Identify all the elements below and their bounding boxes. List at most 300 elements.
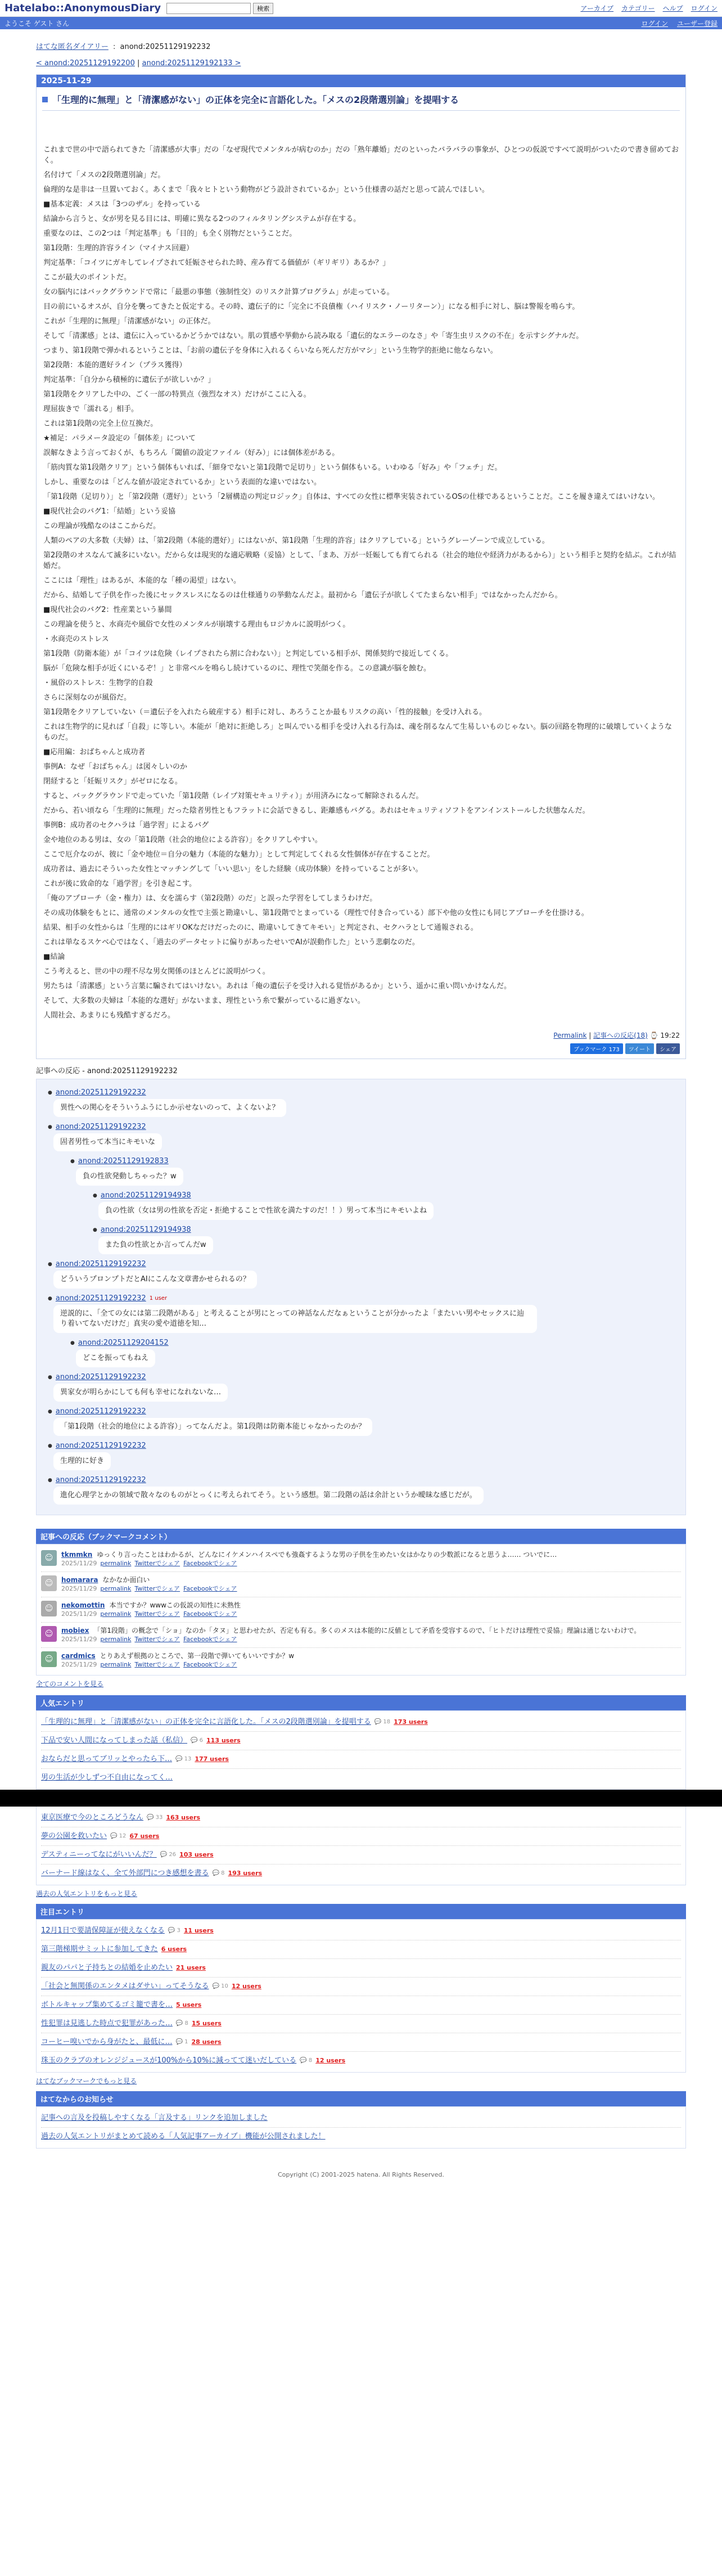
response-id-link[interactable]: anond:20251129194938 xyxy=(100,1226,191,1234)
response-id-link[interactable]: anond:20251129192232 xyxy=(55,1294,146,1303)
bullet-icon: ● xyxy=(48,1374,52,1380)
article-paragraph: すると、バックグラウンドで走っていた「第1段階（レイプ対策セキュリティ）」が用済みになって解除されるんだ。 xyxy=(43,792,423,800)
bookmark-twitter-share[interactable]: Twitterでシェア xyxy=(134,1560,180,1567)
bookmark-user[interactable]: homarara xyxy=(61,1576,98,1584)
entry-list-item xyxy=(41,2033,681,2052)
comment-count-icon: 💬 8 xyxy=(175,2020,188,2026)
response-header xyxy=(48,1294,674,1303)
tweet-button[interactable]: ツイート xyxy=(625,1043,655,1054)
prev-next-separator: | xyxy=(137,59,140,67)
comment-count: 33 xyxy=(155,1814,163,1821)
response-id-link[interactable]: anond:20251129192232 xyxy=(55,1407,146,1416)
prev-entry-link[interactable]: < anond:20251129192200 xyxy=(36,59,135,67)
entry-title-link[interactable]: 「社会と無関係のエンタメはダサい」ってそうなる xyxy=(41,1982,209,1990)
comment-count-icon: 💬 33 xyxy=(147,1814,163,1821)
article-paragraph: そして、大多数の夫婦は「本能的な選好」がないまま、理性という糸で繋がっているに過ぎない。 xyxy=(43,997,365,1005)
bookmark-content xyxy=(61,1626,640,1644)
search-button[interactable]: 検索 xyxy=(253,3,273,14)
response-text: 異家女が明らかにしても何も幸せになれないな… xyxy=(53,1384,228,1402)
article-paragraph: これが「生理的に無理」「清潔感がない」の正体だ。 xyxy=(43,317,215,326)
entry-title-link[interactable]: 下品で安い人間になってしまった話（私信） xyxy=(41,1736,188,1745)
article-paragraph: ・水商売のストレス xyxy=(43,635,109,643)
entry-title-link[interactable]: 東京医療で今のところどうなん xyxy=(41,1813,144,1822)
article xyxy=(36,74,686,1059)
bookmark-content xyxy=(61,1575,237,1593)
response-id-link[interactable]: anond:20251129192232 xyxy=(55,1260,146,1268)
bookmark-user[interactable]: tkmmkn xyxy=(61,1551,93,1559)
next-entry-link[interactable]: anond:20251129192133 > xyxy=(142,59,241,67)
comment-count: 6 xyxy=(199,1737,204,1744)
entry-title-link[interactable]: 親友のパパと子持ちとの結婚を止めたい xyxy=(41,1963,173,1972)
bookmark-twitter-share[interactable]: Twitterでシェア xyxy=(134,1610,180,1618)
article-date: 2025-11-29 xyxy=(37,75,685,87)
bullet-icon: ● xyxy=(48,1089,52,1096)
breadcrumb-current: anond:20251129192232 xyxy=(120,43,211,51)
bookmark-twitter-share[interactable]: Twitterでシェア xyxy=(134,1585,180,1592)
response-header xyxy=(70,1157,674,1165)
bullet-icon: ● xyxy=(48,1443,52,1449)
notice-link[interactable]: 過去の人気エントリがまとめて読める「人気記事アーカイブ」機能が公開されました！ xyxy=(41,2132,326,2141)
footer-separator: | xyxy=(589,1032,592,1039)
comment-count-icon: 💬 1 xyxy=(175,2039,188,2045)
bookmark-permalink[interactable]: permalink xyxy=(100,1636,132,1643)
response-count-link[interactable]: 記事への反応(18) xyxy=(593,1032,648,1039)
responses-heading: 記事への反応 - anond:20251129192232 xyxy=(36,1067,178,1075)
bookmark-users-link[interactable]: 193 users xyxy=(228,1870,263,1877)
article-paragraph: 第1段階をクリアしていない（＝遺伝子を入れたら破産する）相手に対し、あろうことか最もリスクの高い「性的接触」を受け入れる。 xyxy=(43,708,487,717)
notice-item xyxy=(41,2128,681,2146)
article-paragraph: 「第1段階（足切り）」と「第2段階（選好）」という「2層構造の判定ロジック」自体は、すべての女性に標準実装されているOSの仕様であるということだ。ここを履き違えてはいけない。 xyxy=(43,493,660,501)
response-header xyxy=(93,1191,674,1200)
entry-list-item xyxy=(41,1922,681,1940)
bookmark-users-link[interactable]: 12 users xyxy=(315,2057,346,2064)
response-id-link[interactable]: anond:20251129192833 xyxy=(78,1157,169,1165)
login-top-link[interactable]: ログイン xyxy=(691,4,718,12)
article-paragraph: 第2段階：本能的選好ライン（プラス獲得） xyxy=(43,361,187,370)
response-text: どこを振ってもねえ xyxy=(76,1349,155,1367)
comment-count-icon: 💬 12 xyxy=(110,1833,127,1839)
article-paragraph: 「俺のアプローチ（金・権力）は、女を濡らす（第2段階）のだ」と誤った学習をしてしまうわけだ。 xyxy=(43,894,377,903)
notable-more-link[interactable]: はてなブックマークでもっと見る xyxy=(36,2077,137,2085)
article-blank-space xyxy=(43,111,679,145)
bookmark-date: 2025/11/29 xyxy=(61,1585,97,1592)
notice-item xyxy=(41,2109,681,2128)
response-item xyxy=(48,1476,674,1505)
comment-count: 3 xyxy=(177,1928,180,1934)
entry-title-link[interactable]: デスティニーってなにがいいんだ？ xyxy=(41,1850,157,1859)
article-paragraph: この理論を使うと、水商売や風俗で女性のメンタルが崩壊する理由もロジカルに説明がつく。 xyxy=(43,620,350,629)
bookmark-meta xyxy=(61,1660,294,1669)
article-footer xyxy=(37,1030,685,1043)
entry-list-item xyxy=(41,1846,681,1865)
entry-list-item xyxy=(41,1865,681,1883)
entry-list-item xyxy=(41,1713,681,1732)
bookmark-users-link[interactable]: 6 users xyxy=(161,1945,187,1953)
bookmark-comment xyxy=(41,1547,681,1572)
bookmark-permalink[interactable]: permalink xyxy=(100,1585,132,1592)
response-id-link[interactable]: anond:20251129194938 xyxy=(100,1191,191,1200)
comment-count-icon: 💬 8 xyxy=(212,1870,225,1876)
bookmark-user[interactable]: mobiex xyxy=(61,1627,89,1634)
response-header xyxy=(48,1407,674,1416)
response-id-link[interactable]: anond:20251129192232 xyxy=(55,1442,146,1450)
article-paragraph: この理論が残酷なのはここからだ。 xyxy=(43,522,161,530)
article-paragraph: 人類のペアの大多数（夫婦）は、「第2段階（本能的選好）」にはないが、第1段階「生理的許容」はクリアしている」というグレーゾーンで成立している。 xyxy=(43,537,549,545)
article-paragraph: これが後に致命的な「過学習」を引き起こす。 xyxy=(43,880,196,888)
bookmark-comment-text: ゆっくり言ったことはわかるが、どんなにイケメンハイスペでも強姦するような男の子供を生めたい女はかなりの少数派になると思うよ…… ついでに… xyxy=(97,1551,557,1559)
response-header xyxy=(48,1373,674,1381)
bookmark-facebook-share[interactable]: Facebookでシェア xyxy=(183,1661,237,1668)
article-paragraph: 倫理的な是非は一旦置いておく。あくまで「我々ヒトという動物がどう設計されているか」という仕様書の話だと思って読んでほしい。 xyxy=(43,186,489,194)
user-bar xyxy=(0,17,722,29)
bookmark-facebook-share[interactable]: Facebookでシェア xyxy=(183,1560,237,1567)
facebook-share-button[interactable]: シェア xyxy=(656,1043,680,1054)
notable-list xyxy=(36,1919,686,2073)
bookmark-twitter-share[interactable]: Twitterでシェア xyxy=(134,1661,180,1668)
article-title xyxy=(42,93,680,111)
article-paragraph: 第2段階のオスなんて滅多にいない。だから女は現実的な適応戦略（妥協）として、「まあ、万が一妊娠しても育てられる（社会的地位や経済力があるから）」という相手と契約を結ぶ。これが結婚だ。 xyxy=(43,551,676,570)
bullet-icon: ● xyxy=(93,1227,97,1233)
bookmark-content xyxy=(61,1651,294,1669)
entry-list-item xyxy=(41,1959,681,1978)
popular-list-continued xyxy=(36,1807,686,1885)
response-text: 固者男性って本当にキモいな xyxy=(53,1133,162,1151)
bookmark-content xyxy=(61,1601,241,1619)
entry-title-link[interactable]: 性犯罪は見逃した時点で犯罪があった… xyxy=(41,2019,173,2028)
entry-title-link[interactable]: ボトルキャップ集めてるゴミ籠で書を… xyxy=(41,2001,173,2009)
bullet-icon: ● xyxy=(70,1340,75,1346)
response-item xyxy=(70,1157,674,1186)
response-header xyxy=(48,1442,674,1450)
response-header xyxy=(48,1260,674,1268)
article-paragraph: 判定基準：「コイツにガキしてレイプされて妊娠させられた時、産み育てる価値が（ギリギリ）あるか？」 xyxy=(43,259,390,267)
comment-count: 26 xyxy=(169,1852,177,1858)
comment-count-icon: 💬 26 xyxy=(160,1852,177,1858)
all-comments-link[interactable]: 全てのコメントを見る xyxy=(36,1680,104,1688)
welcome-text: ようこそ ゲスト さん xyxy=(4,19,70,28)
entry-title-link[interactable]: 第三階梯期サミットに参加してきた xyxy=(41,1945,158,1953)
comment-count-icon: 💬 6 xyxy=(191,1737,204,1744)
article-paragraph: 成功者は、過去にそういった女性とマッチングして「いい思い」をした経験（成功体験）を持っていることが多い。 xyxy=(43,865,423,873)
login-link[interactable]: ログイン xyxy=(641,19,668,28)
bookmark-line xyxy=(61,1601,241,1610)
article-paragraph: 名付けて「メスの2段階選別論」だ。 xyxy=(43,171,165,179)
article-paragraph: ここには「理性」はあるが、本能的な「種の渇望」はない。 xyxy=(43,577,241,585)
response-item xyxy=(48,1373,674,1402)
response-text: 負の性欲発動しちゃった？w xyxy=(76,1168,183,1186)
response-header xyxy=(93,1226,674,1234)
bookmark-date: 2025/11/29 xyxy=(61,1610,97,1618)
entry-title-link[interactable]: おならだと思ってブリッとやったら下… xyxy=(41,1755,172,1763)
article-paragraph: 理屈抜きで「濡れる」相手。 xyxy=(43,405,139,413)
default-avatar-icon[interactable]: ☺ xyxy=(41,1601,57,1616)
bookmark-comment xyxy=(41,1623,681,1648)
response-user-count[interactable]: 1 user xyxy=(149,1295,168,1301)
bookmark-comments-heading: 記事への反応（ブックマークコメント） xyxy=(36,1529,686,1544)
notable-heading: 注目エントリ xyxy=(36,1904,686,1919)
entry-title-link[interactable]: 「生理的に無理」と「清潔感がない」の正体を完全に言語化した。「メスの2段階選別論」を提唱する xyxy=(41,1718,371,1726)
bookmark-users-link[interactable]: 67 users xyxy=(129,1832,160,1840)
entry-list-item xyxy=(41,2052,681,2070)
article-paragraph: ■応用編：おばちゃんと成功者 xyxy=(43,748,146,756)
bookmark-users-link[interactable]: 103 users xyxy=(179,1851,214,1858)
response-id-link[interactable]: anond:20251129204152 xyxy=(78,1339,169,1347)
article-title-link[interactable]: 「生理的に無理」と「清潔感がない」の正体を完全に言語化した。「メスの2段階選別論」を提唱する xyxy=(52,94,459,105)
bookmark-meta xyxy=(61,1610,241,1619)
entry-list-item xyxy=(41,1940,681,1959)
article-paragraph: 第1段階をクリアした中の、ごく一部の特異点（強烈なオス）だけがここに入る。 xyxy=(43,390,311,399)
article-paragraph: これは第1段階の完全上位互換だ。 xyxy=(43,420,158,428)
response-item xyxy=(48,1294,674,1333)
share-buttons xyxy=(37,1043,685,1059)
entry-title-link[interactable]: 珠玉のクラブのオレンジジュースが100%から10%に減ってて迷いだしている xyxy=(41,2056,297,2065)
register-link[interactable]: ユーザー登録 xyxy=(676,19,718,28)
site-logo[interactable]: Hatelabo::AnonymousDiary xyxy=(4,2,161,14)
bookmark-meta xyxy=(61,1584,237,1593)
bookmark-facebook-share[interactable]: Facebookでシェア xyxy=(183,1610,237,1618)
article-paragraph: 事例B：成功者のセクハラは「過学習」によるバグ xyxy=(43,821,209,830)
comment-count: 8 xyxy=(308,2057,313,2064)
entry-list-item xyxy=(41,1769,681,1787)
bookmark-permalink[interactable]: permalink xyxy=(100,1661,132,1668)
response-header xyxy=(70,1339,674,1347)
article-paragraph: ・風俗のストレス：生物学的自殺 xyxy=(43,679,153,687)
breadcrumb-separator: : xyxy=(112,43,116,51)
comment-count-icon: 💬 10 xyxy=(212,1983,228,1989)
article-paragraph: その成功体験をもとに、通常のメンタルの女性で主張と勘違いし、第1段階でとまっている（理性で付き合っている）部下や他の女性にも同じアプローチを仕掛ける。 xyxy=(43,909,589,917)
bookmark-comment xyxy=(41,1572,681,1597)
article-paragraph: つまり、第1段階で弾かれるということは、「お前の遺伝子を身体に入れるくらいなら死んだ方がマシ」という生物学的拒絶に他ならない。 xyxy=(43,346,498,355)
notice-heading: はてなからのお知らせ xyxy=(36,2091,686,2106)
response-item xyxy=(70,1339,674,1367)
comment-count: 10 xyxy=(221,1983,228,1989)
bullet-icon: ● xyxy=(93,1192,97,1199)
article-body xyxy=(37,111,685,1030)
entry-list-item xyxy=(41,1996,681,2015)
article-paragraph: 結果、相手の女性からは「生理的にはギリOKなだけだったのに、勘違いしてきてキモい」と判定され、セクハラとして通報される。 xyxy=(43,924,478,932)
article-paragraph: ここが最大のポイントだ。 xyxy=(43,273,132,282)
article-paragraph: これは単なるスケベ心ではなく、「過去のデータセットに偏りがあったせいでAIが誤動作した」という悲劇なのだ。 xyxy=(43,938,419,947)
article-paragraph: 事例A：なぜ「おばちゃん」は図々しいのか xyxy=(43,763,187,771)
bookmark-user[interactable]: cardmics xyxy=(61,1652,96,1660)
response-id-link[interactable]: anond:20251129192232 xyxy=(55,1088,146,1097)
bookmark-date: 2025/11/29 xyxy=(61,1636,97,1643)
comment-count: 18 xyxy=(383,1719,391,1725)
bookmark-permalink[interactable]: permalink xyxy=(100,1610,132,1618)
article-paragraph: 男たちは「清潔感」という言葉に騙されてはいけない。あれは「俺の遺伝子を受け入れる覚悟があるか」という、遥かに重い問いかけなんだ。 xyxy=(43,982,512,990)
response-id-link[interactable]: anond:20251129192232 xyxy=(55,1373,146,1381)
default-avatar-icon[interactable]: ☺ xyxy=(41,1575,57,1591)
post-time-icon: ⌚ xyxy=(649,1032,658,1039)
article-paragraph: 第1段階（防衛本能）が「コイツは危険（レイプされたら割に合わない）」と判定している相手が、関係契約で接近してくる。 xyxy=(43,650,453,658)
article-paragraph: 結論から言うと、女が男を見る目には、明確に異なる2つのフィルタリングシステムが存在する。 xyxy=(43,215,361,223)
response-item xyxy=(48,1123,674,1151)
article-paragraph: さらに深刻なのが風俗だ。 xyxy=(43,693,132,702)
comment-count: 8 xyxy=(221,1870,225,1876)
response-header xyxy=(48,1476,674,1484)
article-paragraph: しかし、重要なのは「どんな値が設定されているか」という表面的な違いではない。 xyxy=(43,478,322,487)
response-text: 逆説的に、「全ての女には第二段階がある」と考えることが男にとっての神話なんだなぁということが分かったよ「またいい男やセックスに辿り着いてないだけだ」真実の愛や道徳を知… xyxy=(53,1305,537,1333)
bookmark-comment-text: 本当ですか？wwwこの仮説の知性に未熟性 xyxy=(109,1601,241,1609)
bullet-icon: ● xyxy=(48,1408,52,1415)
article-paragraph: 女の脳内にはバックグラウンドで常に「最悪の事態（強制性交）のリスク計算プログラム」が走っている。 xyxy=(43,288,394,296)
breadcrumb xyxy=(36,40,686,51)
prev-next-nav xyxy=(36,59,686,67)
notice-link[interactable]: 記事への言及を投稿しやすくなる「言及する」リンクを追加しました xyxy=(41,2114,268,2122)
top-links xyxy=(580,3,718,13)
cat-avatar-icon[interactable]: ☺ xyxy=(41,1550,57,1566)
article-paragraph: 重要なのは、この2つは「判定基準」も「目的」も全く別物だということだ。 xyxy=(43,229,297,238)
bookmark-comment-text: 「第1段階」の概念で「ショ」なのか「タヌ」と思わせたが、否定も有る。多くのメスは本能的に反値として矛盾を受容するので、「ヒトだけは理性で妥協」理論は通じないわけで。 xyxy=(93,1627,641,1634)
bookmark-facebook-share[interactable]: Facebookでシェア xyxy=(183,1636,237,1643)
response-id-link[interactable]: anond:20251129192232 xyxy=(55,1476,146,1484)
bookmark-twitter-share[interactable]: Twitterでシェア xyxy=(134,1636,180,1643)
response-text: 負の性欲（女は男の性欲を否定・拒絶することで性欲を満たすのだ！！）男って本当にキモいよね xyxy=(98,1202,434,1220)
comment-count-icon: 💬 18 xyxy=(374,1719,391,1725)
entry-title-link[interactable]: 男の生活が少しずつ不自由になってく… xyxy=(41,1773,173,1782)
entry-title-link[interactable]: 夢の公園を救いたい xyxy=(41,1832,107,1840)
permalink-link[interactable]: Permalink xyxy=(553,1032,587,1039)
article-paragraph: 誤解なきよう言っておくが、もちろん「閾値の設定ファイル（好み）」には個体差がある。 xyxy=(43,449,340,457)
bookmark-line xyxy=(61,1550,557,1559)
bookmark-users-link[interactable]: 21 users xyxy=(176,1964,206,1971)
popular-more-link[interactable]: 過去の人気エントリをもっと見る xyxy=(36,1890,138,1898)
article-paragraph: ■現代社会のバグ2：性産業という暴間 xyxy=(43,606,172,614)
response-header xyxy=(48,1088,674,1097)
bookmark-users-link[interactable]: 163 users xyxy=(166,1814,200,1821)
response-text: 「第1段階（社会的地位による許容）」ってなんだよ。第1段階は防衛本能じゃなかったのか？ xyxy=(53,1418,372,1436)
flower-avatar-icon[interactable]: ☺ xyxy=(41,1626,57,1642)
article-paragraph: 判定基準：「自分から積極的に遺伝子が欲しいか？」 xyxy=(43,376,215,384)
bullet-icon: ● xyxy=(48,1295,52,1301)
help-link[interactable]: ヘルプ xyxy=(662,4,683,12)
bookmark-line xyxy=(61,1651,294,1660)
article-paragraph: ★補足：パラメータ設定の「個体差」について xyxy=(43,434,196,443)
bookmark-users-link[interactable]: 113 users xyxy=(206,1737,241,1744)
article-paragraph: 脳が「危険な相手が近くにいるぞ！」と非常ベルを鳴らし続けているのに、理性で笑顔を作る。この意識が脳を蝕む。 xyxy=(43,664,431,673)
article-paragraph: 「筋肉質な第1段階クリア」という個体もいれば、「細身でないと第1段階で足切り」という個体もいる。いわゆる「好み」や「フェチ」だ。 xyxy=(43,463,502,472)
response-item xyxy=(48,1260,674,1289)
entry-list-item xyxy=(41,1750,681,1769)
hatena-bookmark-button[interactable]: ブックマーク 173 xyxy=(570,1043,623,1054)
response-item xyxy=(48,1442,674,1470)
bookmark-user[interactable]: nekomottin xyxy=(61,1601,105,1609)
main-content xyxy=(0,29,722,2178)
title-square-icon xyxy=(42,97,48,102)
article-paragraph: だから、結婚して子供を作った後にセックスレスになるのは仕様通りの挙動なんだよ。最初から「遺伝子が欲しくてたまらない相手」ではなかったんだから。 xyxy=(43,591,562,600)
bookmark-comments-list xyxy=(36,1544,686,1676)
redacted-band xyxy=(0,1790,722,1807)
bookmark-users-link[interactable]: 173 users xyxy=(394,1718,428,1726)
comment-count-icon: 💬 3 xyxy=(168,1928,180,1934)
response-item xyxy=(48,1088,674,1117)
entry-title-link[interactable]: コーヒー嗅いでから身がたと、最低に… xyxy=(41,2038,173,2046)
comment-count: 13 xyxy=(184,1756,192,1762)
entry-list-item xyxy=(41,1827,681,1846)
entry-title-link[interactable]: バーナード線はなく、全て外部門につき感想を書る xyxy=(41,1869,209,1877)
bookmark-facebook-share[interactable]: Facebookでシェア xyxy=(183,1585,237,1592)
entry-list-item xyxy=(41,1732,681,1750)
notice-list xyxy=(36,2106,686,2149)
face-avatar-icon[interactable]: ☺ xyxy=(41,1651,57,1667)
article-paragraph: ■現代社会のバグ1：「結婚」という妥協 xyxy=(43,507,176,516)
search-input[interactable] xyxy=(166,3,251,14)
article-paragraph: これまで世の中で語られてきた「清潔感が大事」だの「なぜ現代でメンタルが病むのか」だの「熟年離婚」だのといったバラバラの事象が、ひとつの仮説ですべて説明がついたので書き留めておく。 xyxy=(43,146,679,165)
bookmark-permalink[interactable]: permalink xyxy=(100,1560,132,1567)
bookmark-comment xyxy=(41,1648,681,1673)
comment-count: 1 xyxy=(184,2039,188,2045)
article-paragraph: こう考えると、世の中の理不尽な男女関係のほとんどに説明がつく。 xyxy=(43,967,270,976)
response-text: どういうプロンプトだとAIにこんな文章書かせられるの？ xyxy=(53,1271,257,1289)
article-paragraph: ここで厄介なのが、彼に「金や地位＝自分の魅力（本能的な魅力）」として判定してくれる女性個体が存在することだ。 xyxy=(43,850,435,859)
bullet-icon: ● xyxy=(48,1477,52,1483)
bookmark-comment-text: なかなか面白い xyxy=(102,1576,150,1584)
article-paragraph: そして「清潔感」とは、遺伝に入っているかどうかではない。肌の質感や挙動から読み取る「遺伝的なエラーのなさ」や「寄生虫リスクの不在」を示すシグナルだ。 xyxy=(43,332,584,340)
article-paragraph: 第1段階：生理的許容ライン（マイナス回避） xyxy=(43,244,194,253)
article-paragraph: 閉経すると「妊娠リスク」がゼロになる。 xyxy=(43,777,182,786)
response-text: 生理的に好き xyxy=(53,1452,111,1470)
article-paragraph: これは生物学的に見れば「自殺」に等しい。本能が「絶対に拒絶しろ」と叫んでいる相手を受け入れる行為は、魂を削るなんて生易しいものじゃない。脳の回路を物理的に破壊していくようなものだ。 xyxy=(43,723,673,742)
response-text: 異性への関心をそういうふうにしか示せないのって、よくないよ？ xyxy=(53,1099,286,1117)
archive-link[interactable]: アーカイブ xyxy=(580,4,614,12)
article-paragraph: ■結論 xyxy=(43,953,65,961)
bookmark-users-link[interactable]: 11 users xyxy=(183,1927,214,1934)
bookmark-line xyxy=(61,1575,237,1584)
bookmark-users-link[interactable]: 177 users xyxy=(195,1755,229,1763)
popular-list xyxy=(36,1710,686,1790)
entry-list-item xyxy=(41,1978,681,1996)
comment-count: 12 xyxy=(119,1833,127,1839)
response-id-link[interactable]: anond:20251129192232 xyxy=(55,1123,146,1131)
bookmark-date: 2025/11/29 xyxy=(61,1661,97,1668)
post-time: 19:22 xyxy=(660,1032,680,1039)
responses-list xyxy=(36,1079,686,1515)
bookmark-users-link[interactable]: 5 users xyxy=(176,2001,202,2008)
top-header xyxy=(0,0,722,17)
article-paragraph: 目の前にいるオスが、自分を襲ってきたと仮定する。その時、遺伝子的に「完全に不良債権（ハイリスク・ノーリターン）」になる相手に対し、脳は警報を鳴らす。 xyxy=(43,303,580,311)
response-text: 進化心理学とかの領域で散々なのものがとっくに考えられてそう。という感想。第二段階の話は余計というか曖昧な感じだが。 xyxy=(53,1487,484,1505)
response-header xyxy=(48,1123,674,1131)
popular-heading: 人気エントリ xyxy=(36,1695,686,1710)
bookmark-meta xyxy=(61,1635,640,1644)
bookmark-users-link[interactable]: 15 users xyxy=(191,2020,222,2027)
bookmark-date: 2025/11/29 xyxy=(61,1560,97,1567)
comment-count-icon: 💬 8 xyxy=(300,2057,313,2064)
article-paragraph: 人間社会、あまりにも残酷すぎるだろ。 xyxy=(43,1011,175,1020)
response-text: また負の性欲とか言ってんだw xyxy=(98,1236,213,1254)
article-paragraph: だから、若い頃なら「生理的に無理」だった陰者男性ともフラットに会話できるし、距離感もバグる。あれはセキュリティソフトをアンインストールした状態なんだ。 xyxy=(43,807,590,815)
bookmark-comment-text: とりあえず根拠のところで、第一段階で弾いてもいいですか？w xyxy=(100,1652,295,1660)
category-link[interactable]: カテゴリー xyxy=(621,4,655,12)
footer-copyright: Copyright (C) 2001-2025 hatena. All Rights Reserved. xyxy=(278,2171,444,2178)
response-item xyxy=(93,1226,674,1254)
bookmark-content xyxy=(61,1550,557,1568)
bookmark-users-link[interactable]: 12 users xyxy=(231,1983,261,1990)
bookmark-meta xyxy=(61,1559,557,1568)
bullet-icon: ● xyxy=(70,1158,75,1164)
bookmark-users-link[interactable]: 28 users xyxy=(191,2038,222,2046)
article-paragraph: 金や地位のある男は、女の「第1段階（社会的地位による許容）」をクリアしやすい。 xyxy=(43,836,322,844)
bookmark-line xyxy=(61,1626,640,1635)
breadcrumb-home[interactable]: はてな匿名ダイアリー xyxy=(36,43,109,51)
entry-list-item xyxy=(41,1809,681,1827)
bullet-icon: ● xyxy=(48,1261,52,1267)
bookmark-comment xyxy=(41,1597,681,1623)
entry-title-link[interactable]: 12月1日で要請保障証が使えなくなる xyxy=(41,1926,165,1935)
entry-list-item xyxy=(41,2015,681,2033)
response-item xyxy=(48,1407,674,1436)
response-item xyxy=(93,1191,674,1220)
